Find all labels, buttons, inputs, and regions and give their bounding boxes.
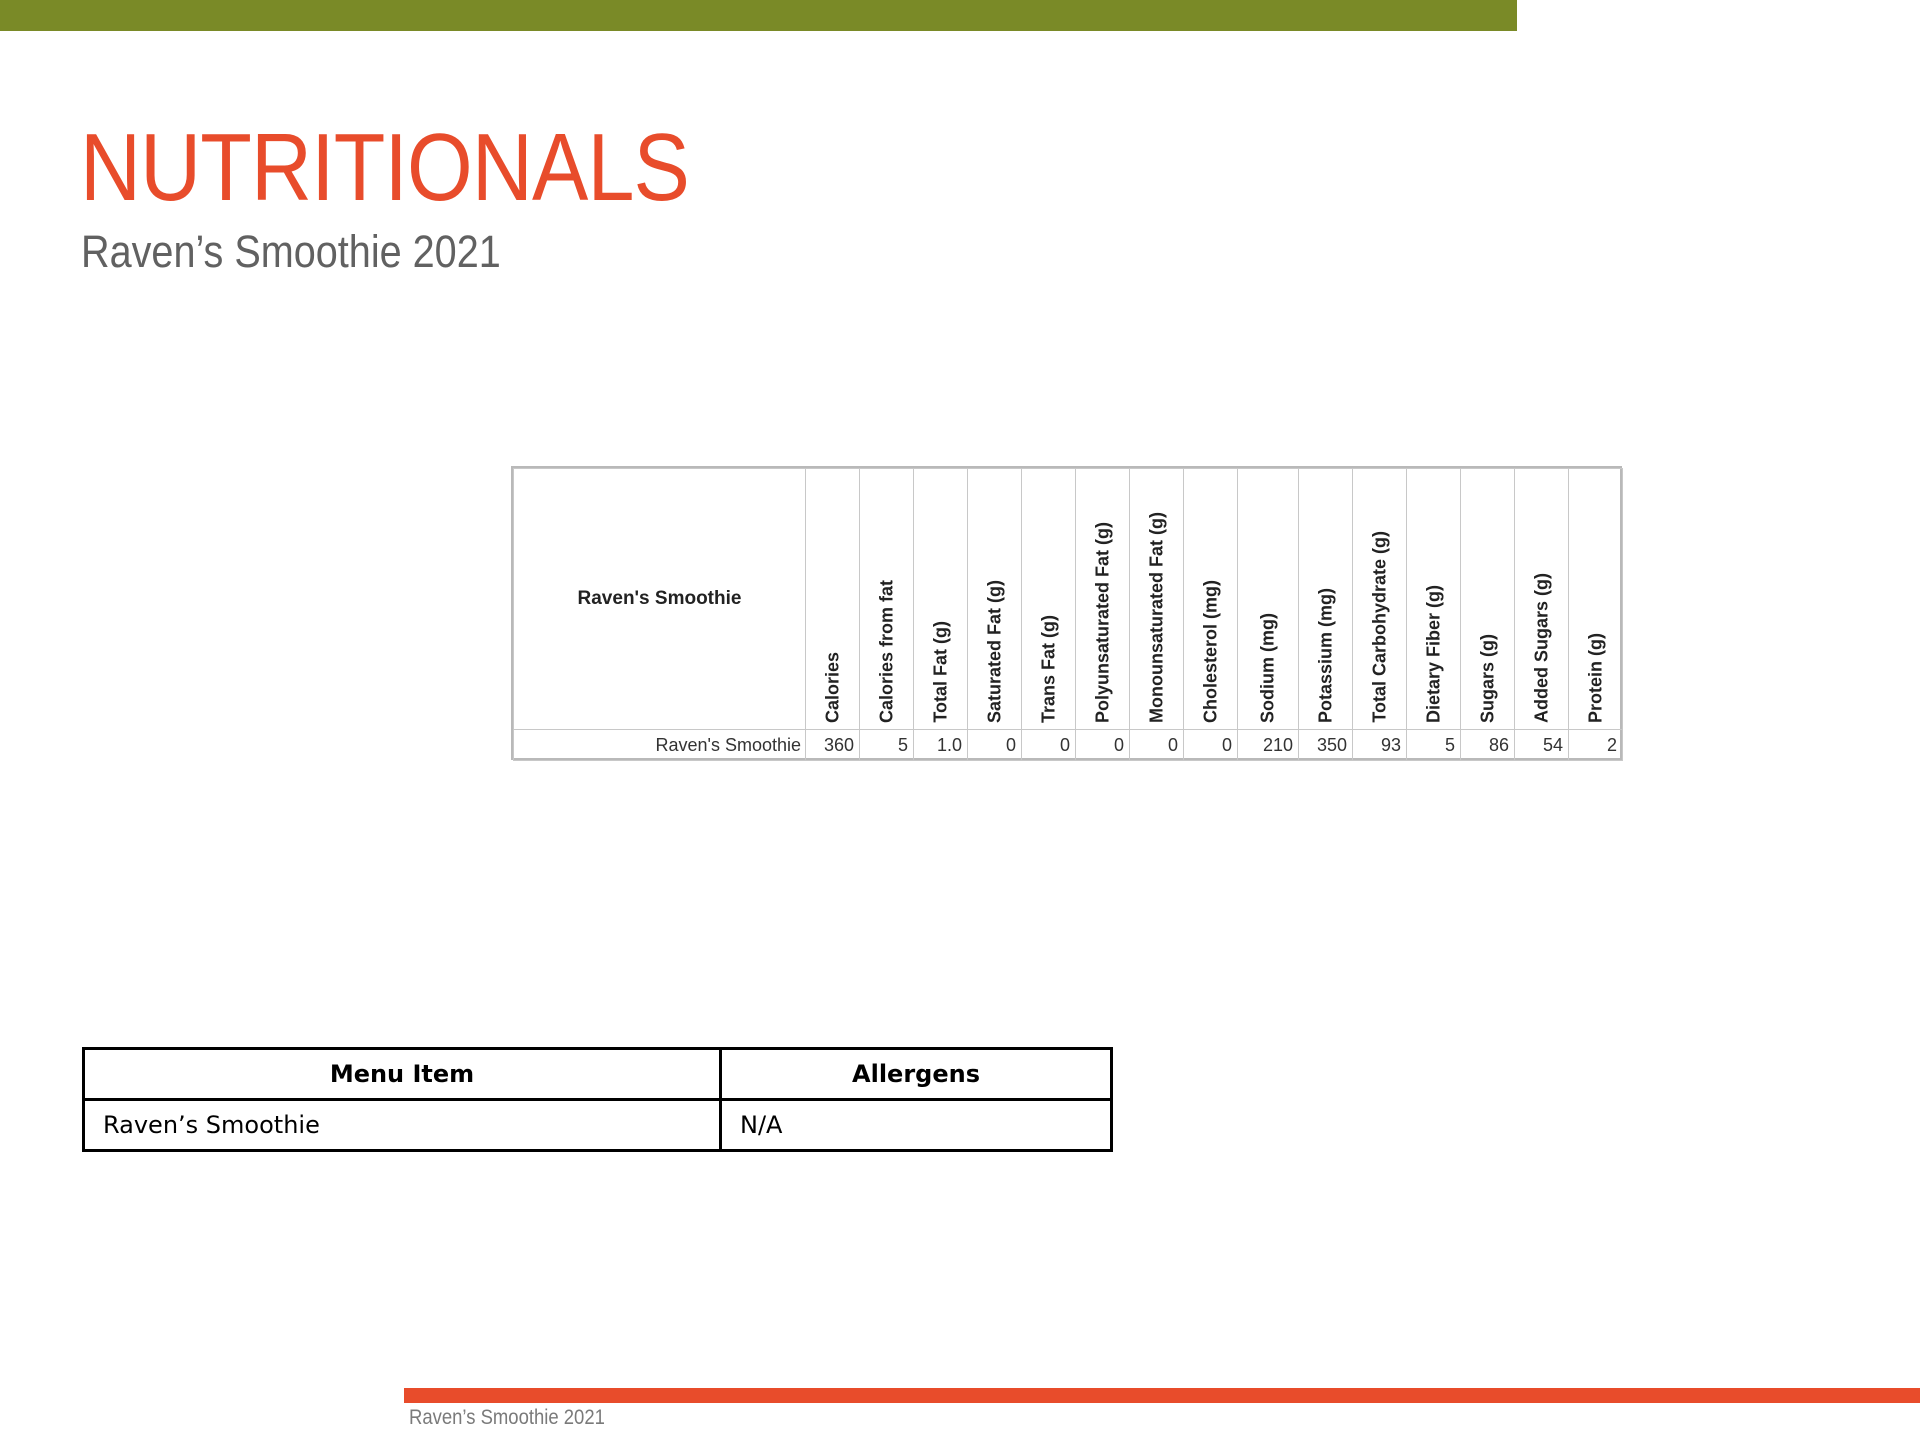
nutrition-column-header xyxy=(1238,469,1299,730)
column-label-potassium: Potassium (mg) xyxy=(1315,587,1335,723)
cell-calories: 360 xyxy=(806,730,860,761)
menu-item-cell: Raven’s Smoothie xyxy=(84,1100,721,1151)
cell-calories-from-fat: 5 xyxy=(860,730,914,761)
cell-cholesterol: 0 xyxy=(1184,730,1238,761)
table-row xyxy=(84,1100,1112,1151)
nutrition-column-header xyxy=(968,469,1022,730)
cell-potassium: 350 xyxy=(1299,730,1353,761)
cell-sugars: 86 xyxy=(1461,730,1515,761)
column-label-total-carbohydrate: Total Carbohydrate (g) xyxy=(1369,531,1389,723)
footer-text: Raven’s Smoothie 2021 xyxy=(409,1406,605,1429)
column-label-added-sugars: Added Sugars (g) xyxy=(1531,572,1551,723)
allergens-cell: N/A xyxy=(721,1100,1112,1151)
nutrition-table xyxy=(511,466,1622,760)
column-label-calories: Calories xyxy=(822,651,842,723)
cell-total-carbohydrate: 93 xyxy=(1353,730,1407,761)
page-subtitle: Raven’s Smoothie 2021 xyxy=(81,226,501,277)
column-label-calories-from-fat: Calories from fat xyxy=(876,579,896,723)
cell-polyunsaturated-fat: 0 xyxy=(1076,730,1130,761)
nutrition-column-header xyxy=(1184,469,1238,730)
column-label-saturated-fat: Saturated Fat (g) xyxy=(984,579,1004,723)
cell-trans-fat: 0 xyxy=(1022,730,1076,761)
cell-sodium: 210 xyxy=(1238,730,1299,761)
nutrition-column-header xyxy=(914,469,968,730)
column-label-sodium: Sodium (mg) xyxy=(1257,613,1278,723)
table-row xyxy=(514,730,1623,761)
column-label-cholesterol: Cholesterol (mg) xyxy=(1200,579,1220,723)
allergen-header-row xyxy=(84,1049,1112,1100)
nutrition-column-header xyxy=(806,469,860,730)
menu-item-header: Menu Item xyxy=(84,1049,721,1100)
nutrition-column-header xyxy=(1299,469,1353,730)
nutrition-column-header xyxy=(1407,469,1461,730)
column-label-monounsaturated-fat: Monounsaturated Fat (g) xyxy=(1146,512,1166,723)
cell-saturated-fat: 0 xyxy=(968,730,1022,761)
cell-dietary-fiber: 5 xyxy=(1407,730,1461,761)
nutrition-column-header xyxy=(1130,469,1184,730)
nutrition-corner-label: Raven's Smoothie xyxy=(514,469,806,730)
nutrition-header-row xyxy=(514,469,1623,730)
nutrition-column-header xyxy=(1353,469,1407,730)
cell-total-fat: 1.0 xyxy=(914,730,968,761)
nutrition-column-header xyxy=(860,469,914,730)
column-label-total-fat: Total Fat (g) xyxy=(930,621,950,723)
nutrition-column-header xyxy=(1022,469,1076,730)
nutrition-column-header xyxy=(1461,469,1515,730)
top-accent-bar xyxy=(0,0,1517,31)
nutrition-column-header xyxy=(1515,469,1569,730)
cell-protein: 2 xyxy=(1569,730,1623,761)
nutrition-column-header xyxy=(1569,469,1623,730)
nutrition-column-header xyxy=(1076,469,1130,730)
row-label: Raven's Smoothie xyxy=(514,730,806,761)
column-label-dietary-fiber: Dietary Fiber (g) xyxy=(1423,584,1443,723)
cell-monounsaturated-fat: 0 xyxy=(1130,730,1184,761)
column-label-protein: Protein (g) xyxy=(1585,633,1605,723)
allergen-table xyxy=(82,1047,1113,1152)
cell-added-sugars: 54 xyxy=(1515,730,1569,761)
column-label-polyunsaturated-fat: Polyunsaturated Fat (g) xyxy=(1092,521,1112,723)
column-label-sugars: Sugars (g) xyxy=(1477,633,1497,723)
column-label-trans-fat: Trans Fat (g) xyxy=(1038,614,1058,723)
bottom-accent-bar xyxy=(404,1388,1920,1403)
page-title: NUTRITIONALS xyxy=(80,114,690,221)
allergens-header: Allergens xyxy=(721,1049,1112,1100)
